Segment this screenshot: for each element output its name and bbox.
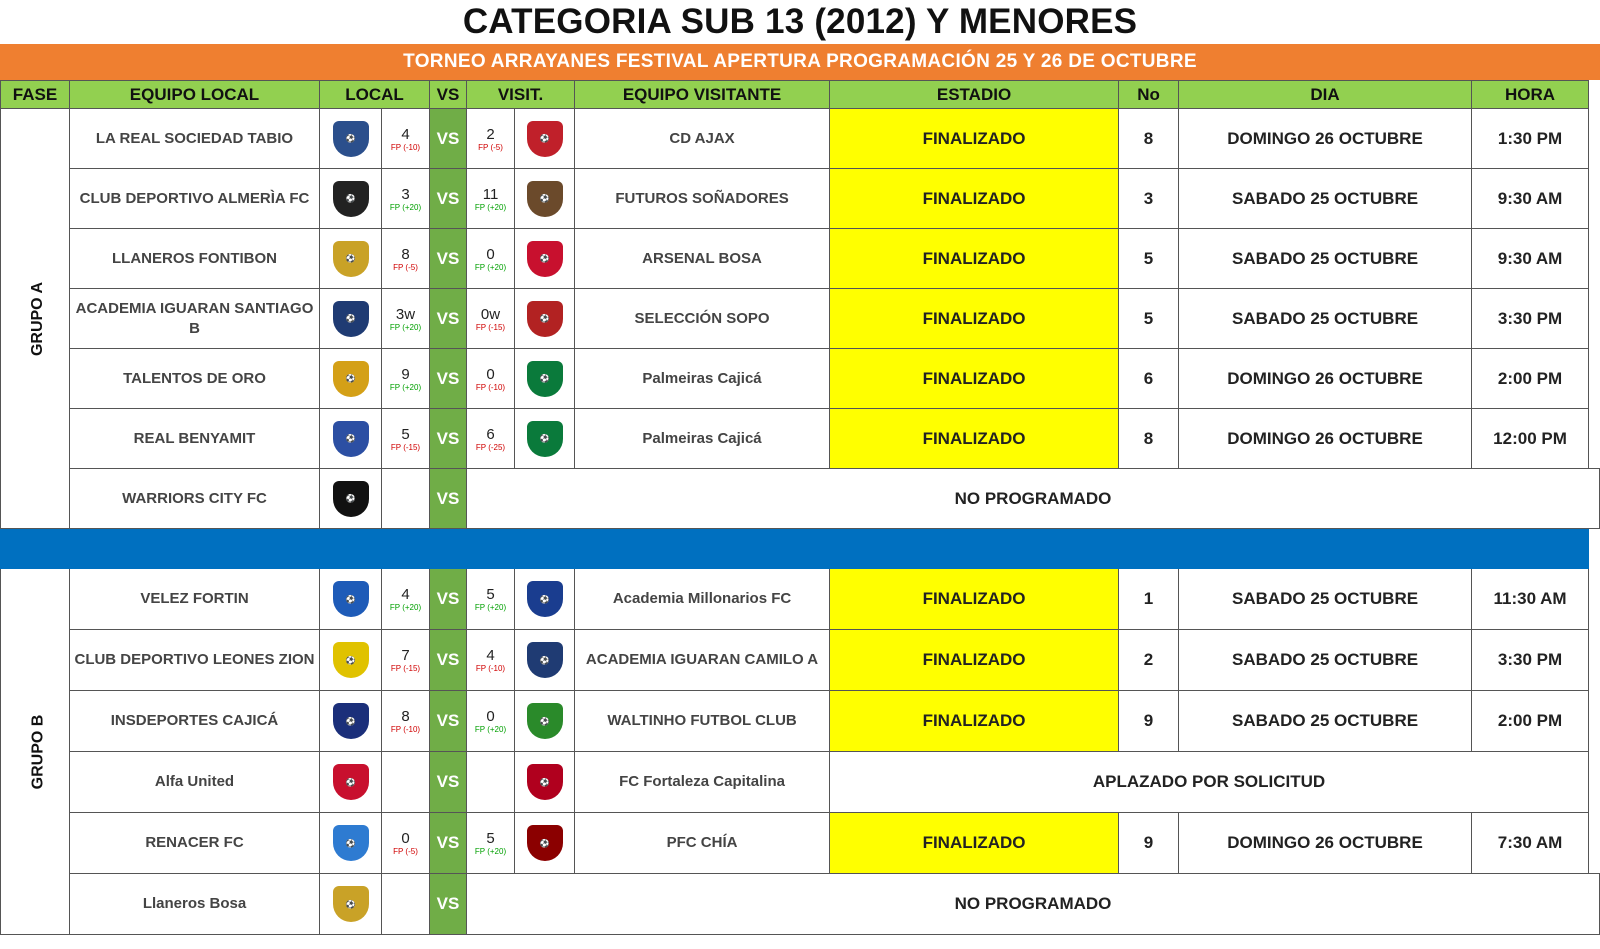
postponed-row	[1, 752, 1600, 813]
team-crest-icon: ⚽	[527, 825, 563, 861]
score-cell	[382, 229, 430, 289]
col-local-team: EQUIPO LOCAL	[70, 81, 320, 109]
group-a-body	[1, 109, 1600, 529]
match-day: SABADO 25 OCTUBRE	[1179, 691, 1472, 752]
team-crest-icon: ⚽	[333, 421, 369, 457]
team-logo-cell	[515, 752, 575, 813]
team-logo-cell	[320, 109, 382, 169]
match-time: 1:30 PM	[1472, 109, 1589, 169]
match-time: 9:30 AM	[1472, 229, 1589, 289]
score-wrap	[382, 830, 429, 856]
team-crest-icon: ⚽	[527, 421, 563, 457]
score-wrap	[382, 647, 429, 673]
goals: 0	[486, 245, 495, 263]
score-cell	[467, 169, 515, 229]
group-separator	[1, 529, 1600, 569]
fair-play-points: FP (-10)	[475, 664, 506, 673]
col-dia: DIA	[1179, 81, 1472, 109]
score-wrap	[382, 586, 429, 612]
score-cell	[467, 349, 515, 409]
col-visit: VISIT.	[467, 81, 575, 109]
col-vs: VS	[430, 81, 467, 109]
visiting-team: SELECCIÓN SOPO	[575, 289, 830, 349]
not-scheduled-status: NO PROGRAMADO	[467, 874, 1600, 935]
goals: 8	[401, 245, 410, 263]
group-label-cell	[1, 569, 70, 935]
local-team: CLUB DEPORTIVO LEONES ZION	[70, 630, 320, 691]
vs-label: VS	[430, 691, 467, 752]
fair-play-points: FP (+20)	[474, 847, 507, 856]
local-team: REAL BENYAMIT	[70, 409, 320, 469]
match-row	[1, 630, 1600, 691]
team-logo-cell	[515, 109, 575, 169]
team-logo-cell	[320, 289, 382, 349]
score-cell	[382, 109, 430, 169]
col-hora: HORA	[1472, 81, 1589, 109]
team-crest-icon: ⚽	[333, 642, 369, 678]
score-wrap	[382, 426, 429, 452]
local-team: WARRIORS CITY FC	[70, 469, 320, 529]
team-logo-cell	[515, 630, 575, 691]
team-crest-icon: ⚽	[333, 703, 369, 739]
score-wrap	[467, 426, 514, 452]
visiting-team: FUTUROS SOÑADORES	[575, 169, 830, 229]
goals: 8	[401, 708, 410, 725]
score-cell	[467, 569, 515, 630]
team-crest-icon: ⚽	[527, 581, 563, 617]
fair-play-points: FP (-15)	[390, 442, 421, 452]
team-crest-icon: ⚽	[333, 886, 369, 922]
team-crest-icon: ⚽	[333, 181, 369, 217]
local-team: ACADEMIA IGUARAN SANTIAGO B	[70, 289, 320, 349]
status-cell: FINALIZADO	[830, 289, 1119, 349]
score-cell	[467, 409, 515, 469]
separator-bar	[1, 529, 1589, 569]
page-title: CATEGORIA SUB 13 (2012) Y MENORES	[462, 2, 1138, 41]
local-team: Alfa United	[70, 752, 320, 813]
score-cell	[467, 229, 515, 289]
team-crest-icon: ⚽	[527, 361, 563, 397]
visiting-team: ARSENAL BOSA	[575, 229, 830, 289]
match-time: 2:00 PM	[1472, 349, 1589, 409]
goals: 11	[482, 185, 499, 203]
score-cell	[382, 691, 430, 752]
fair-play-points: FP (-15)	[390, 664, 421, 673]
fair-play-points: FP (-10)	[475, 382, 506, 392]
visiting-team: PFC CHÍA	[575, 813, 830, 874]
goals: 5	[486, 830, 495, 847]
team-logo-cell	[515, 229, 575, 289]
match-day: DOMINGO 26 OCTUBRE	[1179, 349, 1472, 409]
team-crest-icon: ⚽	[527, 642, 563, 678]
score-wrap	[467, 246, 514, 272]
score-wrap	[467, 366, 514, 392]
team-crest-icon: ⚽	[527, 241, 563, 277]
match-time: 7:30 AM	[1472, 813, 1589, 874]
status-cell: FINALIZADO	[830, 630, 1119, 691]
fair-play-points: FP (+20)	[474, 725, 507, 734]
col-fase: FASE	[1, 81, 70, 109]
score-cell	[467, 630, 515, 691]
field-number: 2	[1119, 630, 1179, 691]
match-day: DOMINGO 26 OCTUBRE	[1179, 409, 1472, 469]
score-wrap	[467, 126, 514, 152]
team-logo-cell	[320, 813, 382, 874]
match-row	[1, 409, 1600, 469]
team-logo-cell	[515, 289, 575, 349]
visiting-team: WALTINHO FUTBOL CLUB	[575, 691, 830, 752]
score-wrap	[382, 246, 429, 272]
match-day: SABADO 25 OCTUBRE	[1179, 289, 1472, 349]
visiting-team: Academia Millonarios FC	[575, 569, 830, 630]
match-row	[1, 813, 1600, 874]
team-logo-cell	[515, 169, 575, 229]
match-row	[1, 169, 1600, 229]
field-number: 1	[1119, 569, 1179, 630]
field-number: 5	[1119, 229, 1179, 289]
status-cell: FINALIZADO	[830, 813, 1119, 874]
score-wrap	[467, 708, 514, 734]
match-row	[1, 229, 1600, 289]
match-row	[1, 569, 1600, 630]
status-cell: FINALIZADO	[830, 691, 1119, 752]
local-team: LA REAL SOCIEDAD TABIO	[70, 109, 320, 169]
local-team: CLUB DEPORTIVO ALMERÌA FC	[70, 169, 320, 229]
score-cell	[467, 109, 515, 169]
score-wrap	[467, 647, 514, 673]
col-estadio: ESTADIO	[830, 81, 1119, 109]
local-team: INSDEPORTES CAJICÁ	[70, 691, 320, 752]
team-logo-cell	[515, 813, 575, 874]
fair-play-points: FP (-5)	[478, 142, 503, 152]
local-team: RENACER FC	[70, 813, 320, 874]
col-no: No	[1119, 81, 1179, 109]
status-cell: FINALIZADO	[830, 169, 1119, 229]
match-row	[1, 109, 1600, 169]
score-cell	[382, 569, 430, 630]
match-time: 3:30 PM	[1472, 630, 1589, 691]
vs-label: VS	[430, 349, 467, 409]
fair-play-points: FP (-15)	[475, 322, 506, 332]
fair-play-points: FP (-25)	[475, 442, 506, 452]
fair-play-points: FP (-10)	[390, 142, 421, 152]
match-day: SABADO 25 OCTUBRE	[1179, 169, 1472, 229]
score-cell	[382, 813, 430, 874]
goals: 2	[486, 125, 495, 143]
fixtures-table	[0, 80, 1600, 935]
team-logo-cell	[320, 349, 382, 409]
score-wrap	[382, 366, 429, 392]
empty-score	[382, 469, 430, 529]
team-logo-cell	[320, 874, 382, 935]
goals: 4	[401, 586, 410, 603]
header-row	[1, 81, 1600, 109]
score-cell	[382, 630, 430, 691]
score-wrap	[467, 186, 514, 212]
vs-label: VS	[430, 813, 467, 874]
match-row	[1, 691, 1600, 752]
group-label-cell	[1, 109, 70, 529]
status-cell: FINALIZADO	[830, 349, 1119, 409]
local-team: LLANEROS FONTIBON	[70, 229, 320, 289]
team-crest-icon: ⚽	[333, 825, 369, 861]
not-scheduled-status: NO PROGRAMADO	[467, 469, 1600, 529]
match-time: 3:30 PM	[1472, 289, 1589, 349]
team-crest-icon: ⚽	[333, 241, 369, 277]
status-cell: FINALIZADO	[830, 569, 1119, 630]
field-number: 3	[1119, 169, 1179, 229]
fair-play-points: FP (-5)	[393, 847, 418, 856]
goals: 9	[401, 365, 410, 383]
team-logo-cell	[515, 349, 575, 409]
score-wrap	[467, 306, 514, 332]
visiting-team: ACADEMIA IGUARAN CAMILO A	[575, 630, 830, 691]
visiting-team: Palmeiras Cajicá	[575, 409, 830, 469]
local-team: VELEZ FORTIN	[70, 569, 320, 630]
visiting-team: Palmeiras Cajicá	[575, 349, 830, 409]
match-row	[1, 289, 1600, 349]
team-logo-cell	[320, 409, 382, 469]
fair-play-points: FP (+20)	[474, 262, 507, 272]
match-day: SABADO 25 OCTUBRE	[1179, 229, 1472, 289]
team-logo-cell	[515, 409, 575, 469]
goals: 0	[401, 830, 410, 847]
score-wrap	[382, 708, 429, 734]
status-cell: FINALIZADO	[830, 409, 1119, 469]
field-number: 5	[1119, 289, 1179, 349]
empty-score	[467, 752, 515, 813]
vs-label: VS	[430, 630, 467, 691]
field-number: 8	[1119, 109, 1179, 169]
team-logo-cell	[320, 752, 382, 813]
score-wrap	[382, 186, 429, 212]
col-visit-team: EQUIPO VISITANTE	[575, 81, 830, 109]
goals: 4	[486, 647, 495, 664]
tournament-banner: TORNEO ARRAYANES FESTIVAL APERTURA PROGRAMACIÓN 25 Y 26 DE OCTUBRE	[0, 44, 1600, 80]
vs-label: VS	[430, 289, 467, 349]
goals: 0w	[480, 305, 501, 323]
vs-label: VS	[430, 874, 467, 935]
team-crest-icon: ⚽	[333, 764, 369, 800]
postponed-status: APLAZADO POR SOLICITUD	[830, 752, 1589, 813]
goals: 0	[486, 365, 495, 383]
team-logo-cell	[320, 630, 382, 691]
local-team: Llaneros Bosa	[70, 874, 320, 935]
team-crest-icon: ⚽	[333, 481, 369, 517]
score-wrap	[467, 830, 514, 856]
score-wrap	[467, 586, 514, 612]
visiting-team: FC Fortaleza Capitalina	[575, 752, 830, 813]
status-cell: FINALIZADO	[830, 109, 1119, 169]
status-cell: FINALIZADO	[830, 229, 1119, 289]
fair-play-points: FP (+20)	[389, 322, 422, 332]
field-number: 9	[1119, 691, 1179, 752]
unscheduled-row	[1, 469, 1600, 529]
local-team: TALENTOS DE ORO	[70, 349, 320, 409]
empty-score	[382, 752, 430, 813]
col-local: LOCAL	[320, 81, 430, 109]
group-label: GRUPO B	[29, 714, 47, 789]
team-crest-icon: ⚽	[333, 121, 369, 157]
unscheduled-row	[1, 874, 1600, 935]
fair-play-points: FP (+20)	[389, 202, 422, 212]
vs-label: VS	[430, 229, 467, 289]
field-number: 6	[1119, 349, 1179, 409]
team-logo-cell	[320, 469, 382, 529]
team-crest-icon: ⚽	[527, 703, 563, 739]
fair-play-points: FP (-10)	[390, 725, 421, 734]
match-day: SABADO 25 OCTUBRE	[1179, 569, 1472, 630]
goals: 5	[486, 586, 495, 603]
team-logo-cell	[515, 691, 575, 752]
team-crest-icon: ⚽	[333, 581, 369, 617]
score-wrap	[382, 126, 429, 152]
vs-label: VS	[430, 752, 467, 813]
team-crest-icon: ⚽	[333, 301, 369, 337]
vs-label: VS	[430, 409, 467, 469]
goals: 0	[486, 708, 495, 725]
team-crest-icon: ⚽	[527, 764, 563, 800]
group-label: GRUPO A	[29, 281, 47, 356]
match-day: SABADO 25 OCTUBRE	[1179, 630, 1472, 691]
vs-label: VS	[430, 469, 467, 529]
field-number: 8	[1119, 409, 1179, 469]
team-logo-cell	[515, 569, 575, 630]
score-cell	[382, 289, 430, 349]
match-row	[1, 349, 1600, 409]
score-cell	[382, 409, 430, 469]
team-crest-icon: ⚽	[527, 121, 563, 157]
score-cell	[467, 289, 515, 349]
fair-play-points: FP (+20)	[474, 202, 507, 212]
score-cell	[467, 691, 515, 752]
match-time: 11:30 AM	[1472, 569, 1589, 630]
match-time: 12:00 PM	[1472, 409, 1589, 469]
match-time: 9:30 AM	[1472, 169, 1589, 229]
vs-label: VS	[430, 569, 467, 630]
vs-label: VS	[430, 109, 467, 169]
team-crest-icon: ⚽	[333, 361, 369, 397]
team-crest-icon: ⚽	[527, 301, 563, 337]
empty-score	[382, 874, 430, 935]
goals: 4	[401, 125, 410, 143]
fair-play-points: FP (-5)	[393, 262, 418, 272]
fair-play-points: FP (+20)	[389, 382, 422, 392]
goals: 6	[486, 425, 495, 443]
goals: 3w	[395, 305, 416, 323]
visiting-team: CD AJAX	[575, 109, 830, 169]
vs-label: VS	[430, 169, 467, 229]
fair-play-points: FP (+20)	[389, 603, 422, 612]
goals: 3	[401, 185, 410, 203]
match-day: DOMINGO 26 OCTUBRE	[1179, 109, 1472, 169]
match-day: DOMINGO 26 OCTUBRE	[1179, 813, 1472, 874]
team-logo-cell	[320, 169, 382, 229]
score-cell	[382, 349, 430, 409]
team-logo-cell	[320, 569, 382, 630]
field-number: 9	[1119, 813, 1179, 874]
score-cell	[467, 813, 515, 874]
group-b-body	[1, 569, 1600, 935]
goals: 5	[401, 425, 410, 443]
team-crest-icon: ⚽	[527, 181, 563, 217]
match-time: 2:00 PM	[1472, 691, 1589, 752]
goals: 7	[401, 647, 410, 664]
score-cell	[382, 169, 430, 229]
score-wrap	[382, 306, 429, 332]
fair-play-points: FP (+20)	[474, 603, 507, 612]
team-logo-cell	[320, 691, 382, 752]
team-logo-cell	[320, 229, 382, 289]
